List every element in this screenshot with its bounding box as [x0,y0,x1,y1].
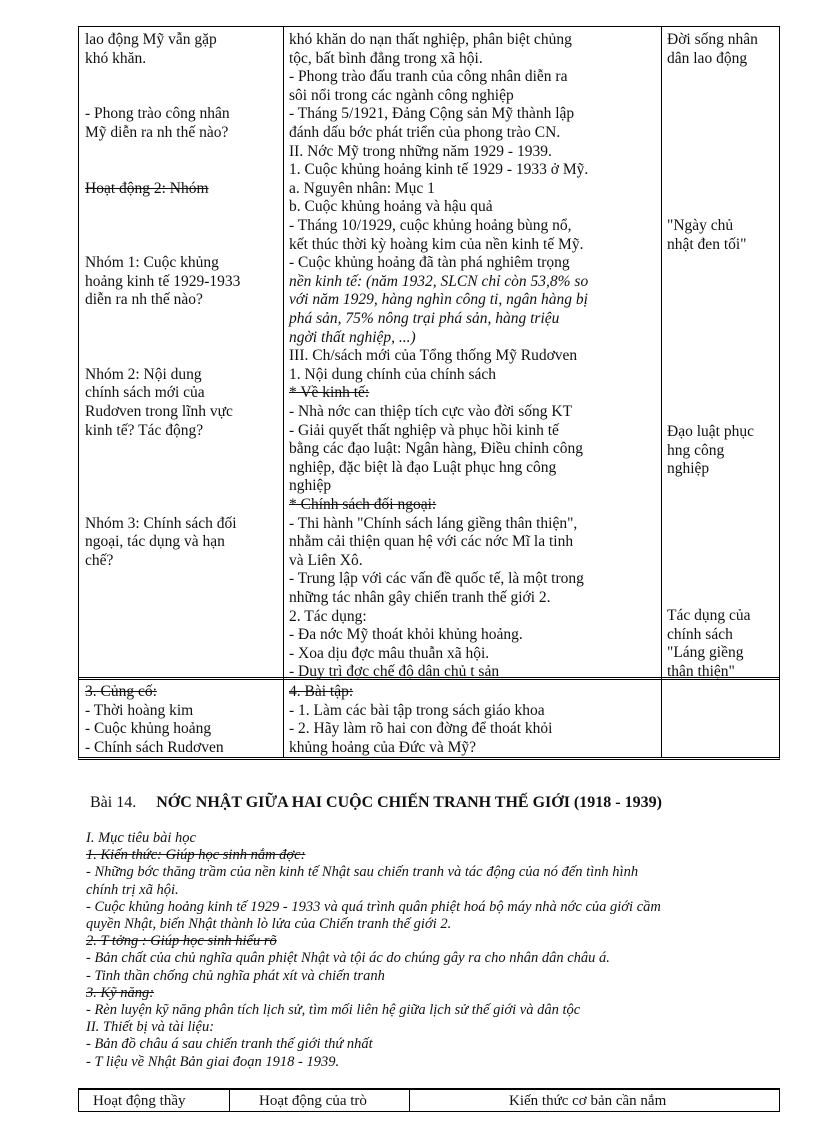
text-line: * Chính sách đối ngoại: [289,496,437,513]
text-line: kinh tế? Tác động? [85,421,204,439]
note-line: Đạo luật phục [667,423,754,440]
note-line: nhật đen tối" [667,235,747,253]
column-divider [409,1090,410,1111]
header-knowledge: Kiến thức cơ bản cần nắm [509,1093,667,1109]
text-line: tộc, bất bình đẳng trong xã hội. [289,49,483,67]
text-line: khó khăn do nạn thất nghiệp, phân biệt chủng [289,31,572,48]
key-knowledge-column [667,31,779,680]
lesson-heading [90,794,662,812]
text-line: với năm 1929, hàng nghìn công ti, ngân hàng bị [289,291,588,309]
text-line: Hoạt động 2: Nhóm [85,179,209,197]
text-line: ngoại, tác dụng và hạn [85,533,225,551]
note-line: nghiệp [667,460,710,478]
exercise-item: - 1. Làm các bài tập trong sách giáo khoa [289,701,545,719]
text-line: - Thi hành "Chính sách láng giềng thân thiện", [289,514,578,532]
text-line: hoảng kinh tế 1929-1933 [85,272,241,290]
objective-line: - Rèn luyện kỹ năng phân tích lịch sử, tìm mối liên hệ giữa lịch sử thế giới và dân tộc [86,1002,581,1019]
note-line: hng công [667,441,725,459]
text-line: nhằm cải thiện quan hệ với các nớc Mĩ la tinh [289,533,574,551]
objective-line: - Những bớc thăng trầm của nền kinh tế Nhật sau chiến tranh và tác động của nó đến tình hình [86,864,639,881]
text-line: - Xoa dịu đợc mâu thuẫn xã hội. [289,644,490,662]
objective-line: 3. Kỹ năng: [86,984,155,1001]
header-teacher: Hoạt động thầy [93,1093,186,1109]
note-line: chính sách [667,625,733,643]
objective-line: - Tinh thần chống chủ nghĩa phát xít và chiến tranh [86,967,385,984]
text-line: chế? [85,551,114,569]
lesson-number: Bài 14. [90,794,137,811]
objective-line: I. Mục tiêu bài học [86,830,196,846]
review-item: - Cuộc khủng hoảng [85,720,212,738]
text-line: khó khăn. [85,49,147,67]
review-heading: 3. Củng cố: [85,683,157,700]
review-item: - Thời hoàng kim [85,701,194,719]
exercise-item: khủng hoảng của Đức và Mỹ? [289,738,477,756]
text-line: diễn ra nh thế nào? [85,291,203,309]
objective-line: - Cuộc khủng hoảng kinh tế 1929 - 1933 và quá trình quân phiệt hoá bộ máy nhà nớc của giới cầm [86,898,661,915]
text-line: nghiệp, đặc biệt là đạo Luật phục hng công [289,458,557,476]
text-line: Rudơven trong lĩnh vực [85,403,233,420]
text-line: phá sản, 75% nông trại phá sản, hàng triệu [289,310,560,327]
text-line: 2. Tác dụng: [289,607,367,625]
text-line: 1. Nội dung chính của chính sách [289,365,497,383]
note-line: Đời sống nhân [667,31,758,48]
text-line: - Trung lập với các vấn đề quốc tế, là một trong [289,570,584,588]
text-line: - Nhà nớc can thiệp tích cực vào đời sống KT [289,403,573,420]
text-line: chính sách mới của [85,384,205,402]
text-line: Nhóm 1: Cuộc khủng [85,254,219,272]
lesson-plan-table [78,26,780,760]
objective-line: chính trị xã hội. [86,881,179,898]
text-line: - Tháng 5/1921, Đảng Cộng sản Mỹ thành lập [289,105,575,123]
text-line: và Liên Xô. [289,551,363,569]
text-line: II. Nớc Mỹ trong những năm 1929 - 1939. [289,142,552,160]
text-line: Nhóm 2: Nội dung [85,365,202,383]
lesson-objectives [86,830,786,1071]
text-line: những tác nhân gây chiến tranh thế giới 2. [289,589,551,606]
text-line: - Duy trì đợc chế độ dân chủ t sản [289,663,500,681]
lesson-title: NỚC NHẬT GIỮA HAI CUỘC CHIẾN TRANH THẾ GIỚI (1918 - 1939) [156,794,662,811]
note-line: thân thiện" [667,662,735,680]
column-divider-1 [283,27,284,757]
objective-line: - Bản đồ châu á sau chiến tranh thế giới thứ nhất [86,1036,373,1053]
text-line: Nhóm 3: Chính sách đối [85,514,237,532]
text-line: - Phong trào đấu tranh của công nhân diễn ra [289,68,568,86]
text-line: đánh dấu bớc phát triển của phong trào CN. [289,124,561,141]
text-line: a. Nguyên nhân: Mục 1 [289,179,435,197]
objective-line: - T liệu về Nhật Bản giai đoạn 1918 - 1939. [86,1053,340,1070]
text-line: nền kinh tế: (năm 1932, SLCN chỉ còn 53,8% so [289,272,589,290]
exercise-item: - 2. Hãy làm rõ hai con đờng để thoát khỏi [289,720,553,738]
header-student: Hoạt động của trò [259,1093,367,1109]
objective-line: II. Thiết bị và tài liệu: [86,1019,215,1036]
text-line: - Cuộc khủng hoảng đã tàn phá nghiêm trọng [289,254,570,272]
text-line: Mỹ diễn ra nh thế nào? [85,124,229,141]
text-line: - Giải quyết thất nghiệp và phục hồi kinh tế [289,421,559,439]
activity-table-header [78,1088,780,1112]
student-activity-column [289,31,659,681]
note-line: dân lao động [667,49,748,67]
review-item: - Chính sách Rudơven [85,738,224,756]
exercise-heading: 4. Bài tập: [289,683,354,700]
text-line: kết thúc thời kỳ hoàng kim của nền kinh tế Mỹ. [289,235,584,253]
objective-line: 1. Kiến thức: Giúp học sinh nắm đợc: [86,847,306,864]
objective-line: 2. T tởng : Giúp học sinh hiểu rõ [86,933,277,950]
note-line: Tác dụng của [667,607,751,624]
teacher-activity-column [85,31,281,671]
note-line: "Ngày chủ [667,217,734,234]
text-line: 1. Cuộc khủng hoảng kinh tế 1929 - 1933 ở Mỹ. [289,161,589,179]
column-divider-2 [661,27,662,757]
text-line: III. Ch/sách mới của Tổng thống Mỹ Rudơven [289,347,578,365]
text-line: * Về kinh tế: [289,384,370,402]
objective-line: - Bản chất của chủ nghĩa quân phiệt Nhật và tội ác do chúng gây ra cho nhân dân châu á. [86,950,610,967]
objective-line: quyền Nhật, biến Nhật thành lò lửa của Chiến tranh thế giới 2. [86,916,452,933]
note-line: "Láng giềng [667,644,744,662]
text-line: - Phong trào công nhân [85,105,230,123]
text-line: bằng các đạo luật: Ngân hàng, Điều chỉnh công [289,440,583,458]
text-line: - Tháng 10/1929, cuộc khủng hoảng bùng nổ, [289,217,572,234]
text-line: b. Cuộc khủng hoảng và hậu quả [289,198,493,216]
text-line: - Đa nớc Mỹ thoát khỏi khủng hoảng. [289,626,523,644]
text-line: nghiệp [289,477,332,495]
text-line: sôi nổi trong các ngành công nghiệp [289,86,514,104]
text-line: lao động Mỹ vẫn gặp [85,31,217,48]
column-divider [229,1090,230,1111]
text-line: ngời thất nghiệp, ...) [289,328,416,346]
